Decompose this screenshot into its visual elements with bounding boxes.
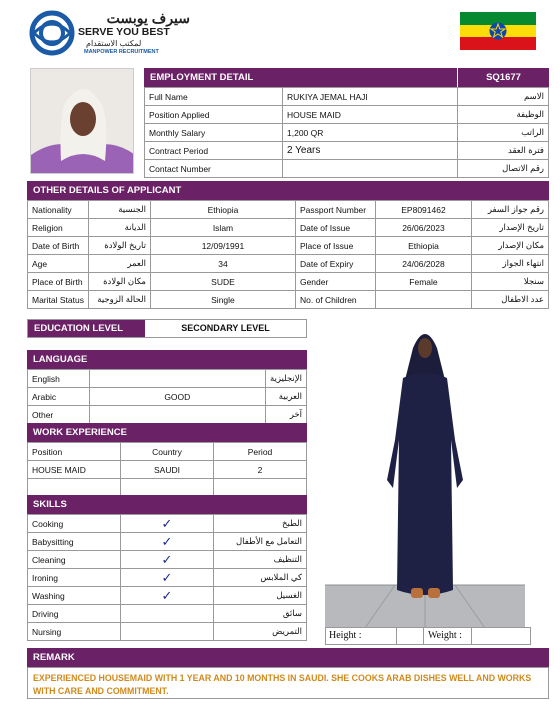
table-row bbox=[145, 88, 549, 106]
skills-header: SKILLS bbox=[27, 495, 307, 514]
column-header-country: Country bbox=[121, 443, 214, 461]
skill-arabic: التنظيف bbox=[214, 551, 307, 569]
skill-arabic: سائق bbox=[214, 605, 307, 623]
language-arabic: الإنجليزية bbox=[265, 370, 306, 388]
skill-arabic: كي الملابس bbox=[214, 569, 307, 587]
table-row bbox=[145, 160, 549, 178]
detail-value: 12/09/1991 bbox=[150, 237, 295, 255]
label-contact-number: Contact Number bbox=[145, 160, 283, 178]
skill-name: Cooking bbox=[28, 515, 121, 533]
other-details-header: OTHER DETAILS OF APPLICANT bbox=[27, 181, 549, 200]
label-position-applied: Position Applied bbox=[145, 106, 283, 124]
detail-label: Date of Issue bbox=[295, 219, 375, 237]
language-name: English bbox=[28, 370, 90, 388]
detail-label: Marital Status bbox=[28, 291, 89, 309]
language-arabic: آخر bbox=[265, 406, 306, 424]
table-row bbox=[28, 533, 307, 551]
weight-value bbox=[471, 628, 531, 644]
arabic-position-applied: الوظيفة bbox=[458, 106, 549, 124]
detail-arabic-label: مكان الإصدار bbox=[471, 237, 548, 255]
detail-arabic-label: الحالة الزوجية bbox=[88, 291, 150, 309]
logo-sub-arabic: لمكتب الاستقدام bbox=[86, 39, 142, 48]
value-full-name: RUKIYA JEMAL HAJI bbox=[283, 88, 458, 106]
height-label: Height : bbox=[329, 630, 362, 641]
detail-value: Single bbox=[150, 291, 295, 309]
skill-arabic: الطبخ bbox=[214, 515, 307, 533]
table-row bbox=[28, 201, 549, 219]
arabic-contract-period: فترة العقد bbox=[458, 142, 549, 160]
skill-arabic: التمريض bbox=[214, 623, 307, 641]
table-row bbox=[28, 237, 549, 255]
detail-label: No. of Children bbox=[295, 291, 375, 309]
detail-value: Ethiopia bbox=[150, 201, 295, 219]
arabic-monthly-salary: الراتب bbox=[458, 124, 549, 142]
work-experience-table bbox=[27, 442, 307, 497]
detail-arabic-label: الديانة bbox=[88, 219, 150, 237]
arabic-full-name: الاسم bbox=[458, 88, 549, 106]
remark-text: EXPERIENCED HOUSEMAID WITH 1 YEAR AND 10 MONTHS IN SAUDI. SHE COOKS ARAB DISHES WELL AND WORKS WITH CARE AND COMMITMENT. bbox=[27, 667, 549, 699]
full-body-photo bbox=[325, 320, 525, 628]
detail-value: Female bbox=[375, 273, 471, 291]
table-row bbox=[28, 551, 307, 569]
skill-checkmark-icon bbox=[121, 605, 214, 623]
detail-arabic-label: العمر bbox=[88, 255, 150, 273]
remark-header: REMARK bbox=[27, 648, 549, 667]
detail-label: Place of Birth bbox=[28, 273, 89, 291]
reference-number: SQ1677 bbox=[457, 68, 549, 87]
language-arabic: العربية bbox=[265, 388, 306, 406]
skill-checkmark-icon bbox=[121, 623, 214, 641]
work-position: HOUSE MAID bbox=[28, 461, 121, 479]
skill-name: Washing bbox=[28, 587, 121, 605]
table-row bbox=[28, 479, 307, 497]
table-row bbox=[28, 623, 307, 641]
language-header: LANGUAGE bbox=[27, 350, 307, 369]
table-row bbox=[28, 569, 307, 587]
column-header-position: Position bbox=[28, 443, 121, 461]
skill-name: Babysitting bbox=[28, 533, 121, 551]
detail-value: SUDE bbox=[150, 273, 295, 291]
value-contact-number bbox=[283, 160, 458, 178]
table-row bbox=[145, 106, 549, 124]
detail-value: Islam bbox=[150, 219, 295, 237]
detail-arabic-label: رقم جواز السفر bbox=[471, 201, 548, 219]
label-contract-period: Contract Period bbox=[145, 142, 283, 160]
language-level: GOOD bbox=[89, 388, 265, 406]
detail-label: Religion bbox=[28, 219, 89, 237]
detail-value bbox=[375, 291, 471, 309]
label-full-name: Full Name bbox=[145, 88, 283, 106]
detail-value: 34 bbox=[150, 255, 295, 273]
detail-arabic-label: الجنسية bbox=[88, 201, 150, 219]
language-table bbox=[27, 369, 307, 424]
weight-label: Weight : bbox=[428, 630, 462, 641]
table-row bbox=[28, 291, 549, 309]
applicant-photo bbox=[30, 68, 134, 174]
education-level bbox=[27, 319, 307, 338]
employment-detail-header bbox=[144, 68, 549, 87]
value-monthly-salary: 1,200 QR bbox=[283, 124, 458, 142]
skill-checkmark-icon: ✓ bbox=[121, 515, 214, 533]
detail-label: Date of Expiry bbox=[295, 255, 375, 273]
table-row bbox=[28, 388, 307, 406]
education-value: SECONDARY LEVEL bbox=[181, 323, 270, 333]
work-period bbox=[214, 479, 307, 497]
logo-arabic: سيرف يوبست bbox=[106, 10, 190, 26]
detail-value: 24/06/2028 bbox=[375, 255, 471, 273]
table-row bbox=[28, 273, 549, 291]
detail-label: Nationality bbox=[28, 201, 89, 219]
work-country: SAUDI bbox=[121, 461, 214, 479]
employment-detail-table bbox=[144, 87, 549, 178]
employment-detail-title: EMPLOYMENT DETAIL bbox=[150, 72, 254, 83]
table-row bbox=[145, 142, 549, 160]
skill-name: Cleaning bbox=[28, 551, 121, 569]
logo-english: SERVE YOU BEST bbox=[78, 26, 170, 38]
logo-sub: MANPOWER RECRUITMENT bbox=[84, 49, 159, 55]
value-position-applied: HOUSE MAID bbox=[283, 106, 458, 124]
table-row bbox=[28, 219, 549, 237]
skill-arabic: الغسيل bbox=[214, 587, 307, 605]
measurements bbox=[325, 627, 531, 645]
language-level bbox=[89, 370, 265, 388]
language-name: Other bbox=[28, 406, 90, 424]
skill-name: Ironing bbox=[28, 569, 121, 587]
table-row bbox=[28, 515, 307, 533]
arabic-contact-number: رقم الاتصال bbox=[458, 160, 549, 178]
skill-name: Driving bbox=[28, 605, 121, 623]
work-period: 2 bbox=[214, 461, 307, 479]
detail-label: Gender bbox=[295, 273, 375, 291]
logo bbox=[28, 10, 188, 56]
skill-checkmark-icon: ✓ bbox=[121, 533, 214, 551]
table-row bbox=[28, 605, 307, 623]
column-header-period: Period bbox=[214, 443, 307, 461]
height-value bbox=[396, 628, 424, 644]
work-experience-header: WORK EXPERIENCE bbox=[27, 423, 307, 442]
detail-value: EP8091462 bbox=[375, 201, 471, 219]
education-label: EDUCATION LEVEL bbox=[28, 320, 145, 337]
table-row bbox=[28, 406, 307, 424]
detail-arabic-label: مكان الولادة bbox=[88, 273, 150, 291]
detail-arabic-label: انتهاء الجواز bbox=[471, 255, 548, 273]
table-row bbox=[28, 461, 307, 479]
other-details-table bbox=[27, 200, 549, 309]
detail-value: Ethiopia bbox=[375, 237, 471, 255]
detail-label: Age bbox=[28, 255, 89, 273]
logo-mark-icon bbox=[28, 10, 80, 56]
label-monthly-salary: Monthly Salary bbox=[145, 124, 283, 142]
table-row bbox=[28, 370, 307, 388]
ethiopia-flag-icon bbox=[460, 12, 536, 50]
skills-table bbox=[27, 514, 307, 641]
detail-arabic-label: سنجلا bbox=[471, 273, 548, 291]
detail-arabic-label: تاريخ الإصدار bbox=[471, 219, 548, 237]
value-contract-period: 2 Years bbox=[283, 142, 458, 160]
detail-label: Place of Issue bbox=[295, 237, 375, 255]
detail-label: Date of Birth bbox=[28, 237, 89, 255]
detail-arabic-label: تاريخ الولادة bbox=[88, 237, 150, 255]
table-row bbox=[28, 255, 549, 273]
detail-label: Passport Number bbox=[295, 201, 375, 219]
detail-arabic-label: عدد الاطفال bbox=[471, 291, 548, 309]
skill-arabic: التعامل مع الأطفال bbox=[214, 533, 307, 551]
language-level bbox=[89, 406, 265, 424]
table-row bbox=[28, 587, 307, 605]
skill-checkmark-icon: ✓ bbox=[121, 587, 214, 605]
work-position bbox=[28, 479, 121, 497]
table-row bbox=[145, 124, 549, 142]
skill-checkmark-icon: ✓ bbox=[121, 551, 214, 569]
detail-value: 26/06/2023 bbox=[375, 219, 471, 237]
table-header-row bbox=[28, 443, 307, 461]
language-name: Arabic bbox=[28, 388, 90, 406]
work-country bbox=[121, 479, 214, 497]
skill-checkmark-icon: ✓ bbox=[121, 569, 214, 587]
skill-name: Nursing bbox=[28, 623, 121, 641]
